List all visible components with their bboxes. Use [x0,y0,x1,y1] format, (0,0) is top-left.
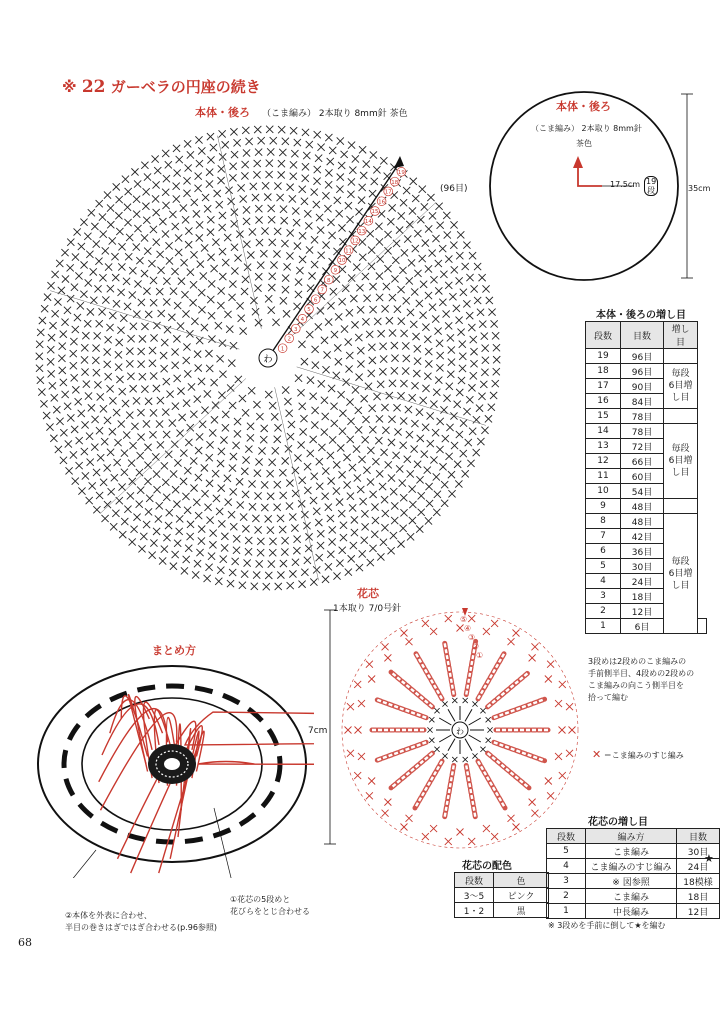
color-row-color: ピンク [494,888,549,903]
table-row [547,844,720,859]
inner-stitch [469,735,481,742]
title-mark: ※ [62,78,77,96]
assembly-petals [99,695,314,873]
radius-label: 17.5cm [610,180,641,189]
increase-group [664,364,698,409]
row-number: 12 [586,454,621,469]
body-crochet-chart [30,120,510,600]
increase-line [101,378,246,513]
row-count: 96目 [621,364,664,379]
row-count: 36目 [621,544,664,559]
ci-cell-row: 4 [547,859,586,874]
assembly-note-1 [230,894,310,918]
ci-cell-method: こま編みのすじ編み [586,859,677,874]
increase-group-line-2: 6目増し目 [668,568,693,591]
assembly-note-1-line-1: ①花芯の5段めと [230,895,291,904]
increase-group-line-2: 6目増し目 [668,456,693,478]
row-count: 60目 [621,469,664,484]
body-chart-title: 本体・後ろ [195,106,250,119]
table-row [586,409,707,424]
row-number: 2 [586,604,621,619]
increase-table-title: 本体・後ろの増し目 [596,310,686,321]
assembly-note-2 [65,910,217,934]
size-diagram [484,86,710,286]
flower-center-title: 花芯 [357,587,379,600]
row-number-label: 1 [280,346,285,353]
row-count: 6目 [621,619,664,634]
row-number-label: 5 [307,307,311,314]
row-number: 17 [586,379,621,394]
ci-header-row: 段数 [547,829,586,844]
row-number-label: 2 [287,336,291,343]
row-number-label: 6 [313,297,318,304]
row-number: 13 [586,439,621,454]
flower-row-mark: ④ [464,624,472,633]
assembly-note-2-line-1: ②本体を外表に合わせ、 [65,911,152,920]
row-number: 16 [586,394,621,409]
center-increase-body [547,844,720,919]
row-number-label: 9 [333,268,338,274]
row-number: 5 [586,559,621,574]
color-header-row: 段数 [455,873,494,888]
color-row-color: 黒 [494,903,549,918]
flower-note-line-1: 3段めは2段めのこま編みの [588,657,687,666]
row-number: 19 [586,349,621,364]
increase-line [217,136,261,329]
center-increase-footnote: ※ 3段めを手前に倒して★を編む [548,921,666,930]
ci-cell-row: 3 [547,874,586,889]
size-diagram-spec: （こま編み） 2本取り 8mm針 [531,124,642,133]
body-start-arrow [394,156,404,168]
table-row [455,903,549,918]
inner-stitch [469,718,481,725]
legend-text: ＝こま編みのすじ編み [603,751,684,760]
row-number-label: 17 [384,189,392,196]
row-number-label: 14 [364,219,372,225]
row-number: 6 [586,544,621,559]
row-number-label: 12 [351,238,359,245]
row-number-label: 11 [345,248,353,255]
row-number-label: 18 [391,179,399,186]
table-row [547,904,720,919]
legend-symbol-icon: ✕ [592,748,602,761]
body-row-numbers [278,167,406,352]
body-chart-stitch-count: (96目) [440,184,468,194]
increase-group-line-1: 毎段 [671,556,690,567]
flower-center-chart [320,596,590,858]
row-number: 15 [586,409,621,424]
header-count: 目数 [621,322,664,349]
row-number-label: 16 [378,199,386,206]
color-table [454,872,549,918]
increase-blank [664,409,698,424]
row-count: 18目 [621,589,664,604]
size-diagram-title: 本体・後ろ [556,100,611,113]
row-number: 7 [586,529,621,544]
row-number: 18 [586,364,621,379]
inner-stitch [465,739,472,751]
row-count: 78目 [621,424,664,439]
color-table-title: 花芯の配色 [462,861,512,872]
assembly-petal [198,762,314,767]
row-count: 48目 [621,514,664,529]
body-center-label: わ [263,355,273,365]
row-number: 4 [586,574,621,589]
table-row [547,889,720,904]
row-count: 66目 [621,454,664,469]
color-row-rows: 1・2 [455,903,494,918]
table-row [586,364,707,379]
flower-note-line-4: 拾って編む [588,693,628,702]
flower-row-mark: ⑤ [460,615,468,624]
title-text: ガーベラの円座の続き [110,78,261,96]
assembly-note-1-line-2: 花びらをとじ合わせる [230,907,310,916]
row-count: 90目 [621,379,664,394]
increase-table [585,321,707,634]
assembly-note-2-line-2: 半目の巻きはぎではぎ合わせる(p.96参照) [65,923,218,932]
diameter-label: 35cm [688,184,711,193]
flower-row-mark: ② [472,642,480,651]
table-row [547,874,720,889]
row-number: 10 [586,484,621,499]
inner-stitch [448,739,455,751]
row-number: 8 [586,514,621,529]
row-number-label: 10 [338,258,346,265]
page-title [62,76,261,97]
increase-group-line-2: 6目増し目 [668,381,693,403]
stitch-legend [592,748,684,761]
start-arrowhead [573,156,583,168]
body-start-line [268,162,400,358]
ci-header-count: 目数 [677,829,720,844]
flower-note-line-2: 手前側半目、4段めの2段めの [588,669,695,678]
row-number: 11 [586,469,621,484]
flower-row-mark: ① [476,651,484,660]
row-count: 48目 [621,499,664,514]
increase-blank [664,499,698,514]
rows-badge [644,176,658,196]
ci-cell-method: こま編み [586,844,677,859]
color-header-color: 色 [494,873,549,888]
ci-cell-row: 5 [547,844,586,859]
star-mark: ★ [704,852,714,865]
row-number-label: 3 [294,326,298,333]
inner-stitch [439,718,451,725]
row-number-label: 8 [327,277,331,284]
row-count: 42目 [621,529,664,544]
header-row: 段数 [586,322,621,349]
row-number-label: 7 [320,287,324,294]
ci-cell-count: 24目 [677,859,720,874]
table-row [586,514,707,529]
row-number-label: 4 [300,317,305,323]
pointer-line-2 [62,850,96,878]
ci-cell-method: 中長編み [586,904,677,919]
rows-badge-unit: 段 [647,186,656,195]
ci-cell-count: 18目 [677,889,720,904]
flower-center-label: わ [456,727,464,736]
increase-group-line-1: 毎段 [671,444,690,454]
row-number: 1 [586,619,621,634]
increase-group [664,514,698,634]
increase-table-body [586,349,707,634]
flower-center-yarn: 1本取り 7/0号針 [333,604,402,614]
row-number-label: 19 [397,170,405,176]
table-row [547,859,720,874]
row-number: 3 [586,589,621,604]
row-count: 30目 [621,559,664,574]
table-row [586,349,707,364]
row-count: 78目 [621,409,664,424]
increase-blank [698,619,707,634]
flower-note [588,656,694,704]
size-diagram-color: 茶色 [576,139,592,148]
ci-cell-method: こま編み [586,889,677,904]
ci-header-method: 編み方 [586,829,677,844]
assembly-diagram [34,658,314,878]
table-row [586,424,707,439]
flower-note-line-3: こま編みの向こう側半目を [588,681,684,690]
increase-group [664,424,698,499]
assembly-petal [185,712,314,745]
row-count: 12目 [621,604,664,619]
rows-badge-number: 19 [646,177,657,186]
flower-center-size: 7cm [308,726,328,736]
inner-stitch [465,709,472,721]
row-count: 54目 [621,484,664,499]
increase-table-header [586,322,707,349]
center-increase-title: 花芯の増し目 [588,817,648,828]
row-count: 84目 [621,394,664,409]
ci-cell-row: 2 [547,889,586,904]
pattern-number: 22 [81,77,106,97]
inner-stitch [439,735,451,742]
center-increase-table [546,828,720,919]
flower-row-mark: ③ [468,633,476,642]
table-row [586,499,707,514]
row-number: 14 [586,424,621,439]
row-number-label: 15 [371,209,379,216]
ci-cell-method: ※ 図参照 [586,874,677,889]
row-number: 9 [586,499,621,514]
color-row-rows: 3～5 [455,888,494,903]
row-number-label: 13 [358,228,366,235]
page-number: 68 [18,936,32,949]
increase-group-line-1: 毎段 [671,369,690,379]
ci-cell-count: 30目 [677,844,720,859]
inner-stitch [448,709,455,721]
assembly-title: まとめ方 [152,644,196,657]
row-count: 24目 [621,574,664,589]
ci-cell-count: 12目 [677,904,720,919]
header-increase: 増し目 [664,322,698,349]
ci-cell-row: 1 [547,904,586,919]
increase-blank [664,349,698,364]
table-row [455,888,549,903]
row-count: 72目 [621,439,664,454]
ci-cell-count: 18模様 [677,874,720,889]
row-count: 96目 [621,349,664,364]
body-chart-yarn: （こま編み） 2本取り 8mm針 茶色 [262,109,408,119]
